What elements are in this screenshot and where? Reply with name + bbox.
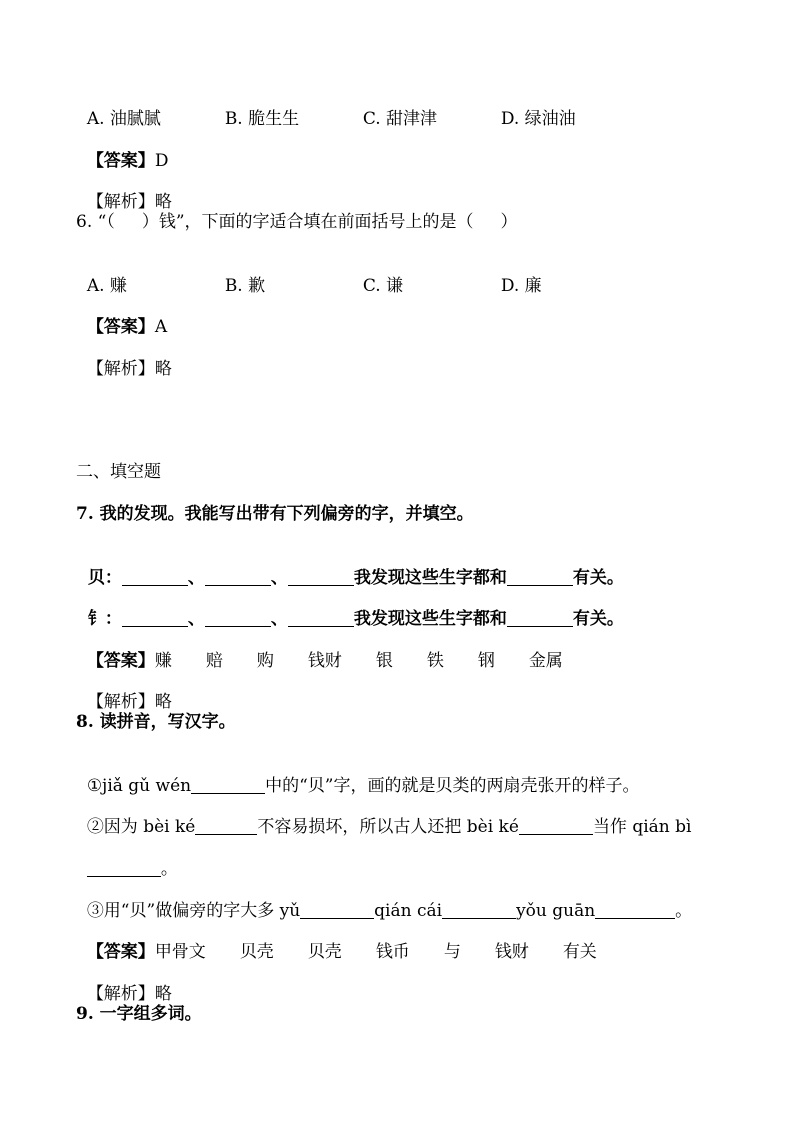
q8-stem: 8. 读拼音，写汉字。 bbox=[76, 712, 236, 732]
answer-item: 银 bbox=[375, 651, 393, 671]
q9-stem: 9. 一字组多词。 bbox=[76, 1004, 202, 1024]
blank-field[interactable] bbox=[288, 608, 354, 627]
analysis-value: 略 bbox=[154, 192, 172, 212]
found-text: 我发现这些生字都和 bbox=[353, 609, 507, 629]
q6-answer bbox=[76, 294, 167, 338]
q8-line-1 bbox=[76, 753, 640, 797]
answer-item: 赔 bbox=[205, 651, 223, 671]
q5-option-d: D. 绿油油 bbox=[500, 109, 576, 129]
pinyin-text: ①jiǎ gǔ wén bbox=[86, 776, 192, 796]
q7-row-jin bbox=[76, 586, 624, 630]
q6-analysis bbox=[76, 336, 172, 380]
answer-item: 赚 bbox=[154, 651, 172, 671]
pinyin-text: yǒu guān bbox=[516, 901, 596, 921]
answer-tag: 【答案】 bbox=[86, 651, 155, 671]
pinyin-text: ②因为 bèi ké bbox=[86, 817, 196, 837]
blank-field[interactable] bbox=[507, 567, 573, 586]
q6-option-a: A. 赚 bbox=[86, 276, 127, 296]
q6-option-b: B. 歉 bbox=[224, 276, 266, 296]
q8-line-2 bbox=[76, 794, 691, 838]
answer-value: D bbox=[154, 151, 169, 171]
q7-row-bei bbox=[76, 545, 624, 589]
q5-options bbox=[76, 86, 639, 130]
answer-item: 钱财 bbox=[494, 942, 529, 962]
answer-item: 钢 bbox=[477, 651, 495, 671]
q7-stem: 7. 我的发现。我能写出带有下列偏旁的字，并填空。 bbox=[76, 504, 474, 524]
answer-item: 铁 bbox=[426, 651, 444, 671]
blank-field[interactable] bbox=[288, 567, 354, 586]
blank-field[interactable] bbox=[300, 900, 374, 919]
blank-field[interactable] bbox=[205, 608, 271, 627]
q7-answer bbox=[76, 628, 597, 672]
analysis-tag: 【解析】 bbox=[86, 984, 155, 1004]
separator: 、 bbox=[187, 568, 205, 588]
sentence-text: 不容易损坏，所以古人还把 bèi ké bbox=[257, 817, 519, 837]
answer-item: 与 bbox=[443, 942, 461, 962]
pinyin-text: qián cái bbox=[374, 901, 443, 921]
blank-field[interactable] bbox=[191, 775, 265, 794]
answer-tag: 【答案】 bbox=[86, 942, 155, 962]
analysis-tag: 【解析】 bbox=[86, 192, 155, 212]
answer-tag: 【答案】 bbox=[86, 151, 155, 171]
q6-options bbox=[76, 253, 639, 297]
answer-item: 贝壳 bbox=[307, 942, 342, 962]
q6-option-d: D. 廉 bbox=[500, 276, 542, 296]
q5-option-c: C. 甜津津 bbox=[362, 109, 438, 129]
q5-analysis bbox=[76, 169, 172, 213]
related-text: 有关。 bbox=[572, 609, 624, 629]
blank-field[interactable] bbox=[507, 608, 573, 627]
sentence-text: 中的“贝”字，画的就是贝类的两扇壳张开的样子。 bbox=[265, 776, 640, 796]
analysis-value: 略 bbox=[154, 984, 172, 1004]
blank-field[interactable] bbox=[519, 816, 593, 835]
period: 。 bbox=[160, 859, 178, 879]
q8-line-2-cont bbox=[76, 836, 178, 880]
sentence-text: 当作 qián bì bbox=[592, 817, 692, 837]
answer-item: 金属 bbox=[528, 651, 563, 671]
row-prefix: 贝： bbox=[87, 568, 122, 588]
separator: 、 bbox=[270, 568, 288, 588]
analysis-value: 略 bbox=[154, 692, 172, 712]
answer-value: A bbox=[154, 317, 168, 337]
related-text: 有关。 bbox=[572, 568, 624, 588]
q8-analysis bbox=[76, 961, 172, 1005]
blank-field[interactable] bbox=[205, 567, 271, 586]
answer-tag: 【答案】 bbox=[86, 317, 155, 337]
separator: 、 bbox=[270, 609, 288, 629]
q5-answer bbox=[76, 128, 168, 172]
q7-analysis bbox=[76, 669, 172, 713]
answer-item: 钱财 bbox=[307, 651, 342, 671]
q8-line-3 bbox=[76, 878, 692, 922]
answer-item: 甲骨文 bbox=[154, 942, 206, 962]
q5-option-a: A. 油腻腻 bbox=[86, 109, 161, 129]
blank-field[interactable] bbox=[87, 858, 161, 877]
blank-field[interactable] bbox=[195, 816, 257, 835]
separator: 、 bbox=[187, 609, 205, 629]
answer-item: 购 bbox=[256, 651, 274, 671]
analysis-value: 略 bbox=[154, 359, 172, 379]
row-prefix: 钅： bbox=[87, 609, 122, 629]
answer-item: 有关 bbox=[562, 942, 597, 962]
q6-stem: 6. “（ ）钱”，下面的字适合填在前面括号上的是（ ） bbox=[76, 212, 518, 232]
blank-field[interactable] bbox=[122, 608, 188, 627]
answer-item: 贝壳 bbox=[239, 942, 274, 962]
section-title: 二、填空题 bbox=[76, 462, 161, 482]
analysis-tag: 【解析】 bbox=[86, 692, 155, 712]
blank-field[interactable] bbox=[122, 567, 188, 586]
q5-option-b: B. 脆生生 bbox=[224, 109, 300, 129]
answer-item: 钱币 bbox=[375, 942, 410, 962]
blank-field[interactable] bbox=[442, 900, 516, 919]
analysis-tag: 【解析】 bbox=[86, 359, 155, 379]
sentence-text: ③用“贝”做偏旁的字大多 yǔ bbox=[86, 901, 301, 921]
found-text: 我发现这些生字都和 bbox=[353, 568, 507, 588]
period: 。 bbox=[675, 901, 693, 921]
q8-answer bbox=[76, 919, 631, 963]
q6-option-c: C. 谦 bbox=[362, 276, 404, 296]
blank-field[interactable] bbox=[595, 900, 675, 919]
